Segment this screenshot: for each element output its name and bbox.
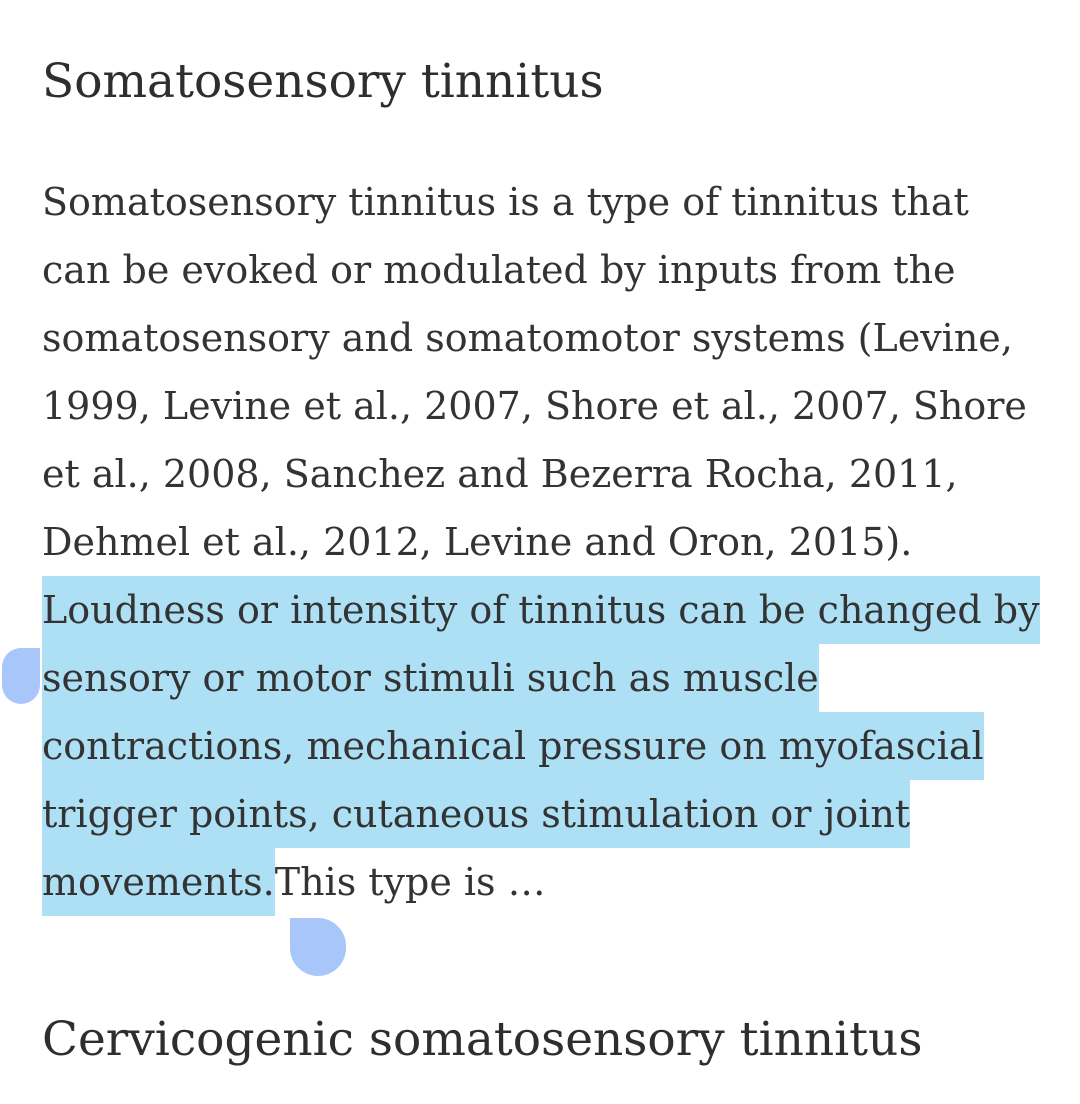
paragraph-line-selected [42, 644, 1042, 712]
line-text: Dehmel et al., 2012, Levine and Oron, 2015). [42, 520, 913, 564]
paragraph-line-selected [42, 712, 1042, 780]
paragraph-line-selected [42, 780, 1042, 848]
paragraph-line [42, 848, 1042, 916]
article-paragraph[interactable] [42, 168, 1042, 916]
line-text: Somatosensory tinnitus is a type of tinnitus that [42, 180, 969, 224]
selected-text[interactable]: contractions, mechanical pressure on myofascial [42, 712, 984, 780]
line-text: This type is … [274, 860, 546, 904]
paragraph-line [42, 372, 1042, 440]
selection-end-handle[interactable] [290, 918, 346, 976]
line-text: can be evoked or modulated by inputs from the [42, 248, 956, 292]
line-text: somatosensory and somatomotor systems (Levine, [42, 316, 1013, 360]
line-text: 1999, Levine et al., 2007, Shore et al., 2007, Shore [42, 384, 1027, 428]
selected-text[interactable]: sensory or motor stimuli such as muscle [42, 644, 819, 712]
paragraph-line [42, 236, 1042, 304]
selection-start-handle[interactable] [2, 648, 40, 704]
paragraph-line [42, 508, 1042, 576]
selected-text[interactable]: movements. [42, 848, 275, 916]
paragraph-line [42, 440, 1042, 508]
next-section-title: Cervicogenic somatosensory tinnitus [42, 1012, 923, 1067]
line-text: et al., 2008, Sanchez and Bezerra Rocha, 2011, [42, 452, 958, 496]
section-title: Somatosensory tinnitus [42, 54, 604, 109]
paragraph-line [42, 304, 1042, 372]
selected-text[interactable]: Loudness or intensity of tinnitus can be changed by [42, 576, 1040, 644]
selected-text[interactable]: trigger points, cutaneous stimulation or joint [42, 780, 910, 848]
paragraph-line [42, 168, 1042, 236]
paragraph-line-selected [42, 576, 1042, 644]
